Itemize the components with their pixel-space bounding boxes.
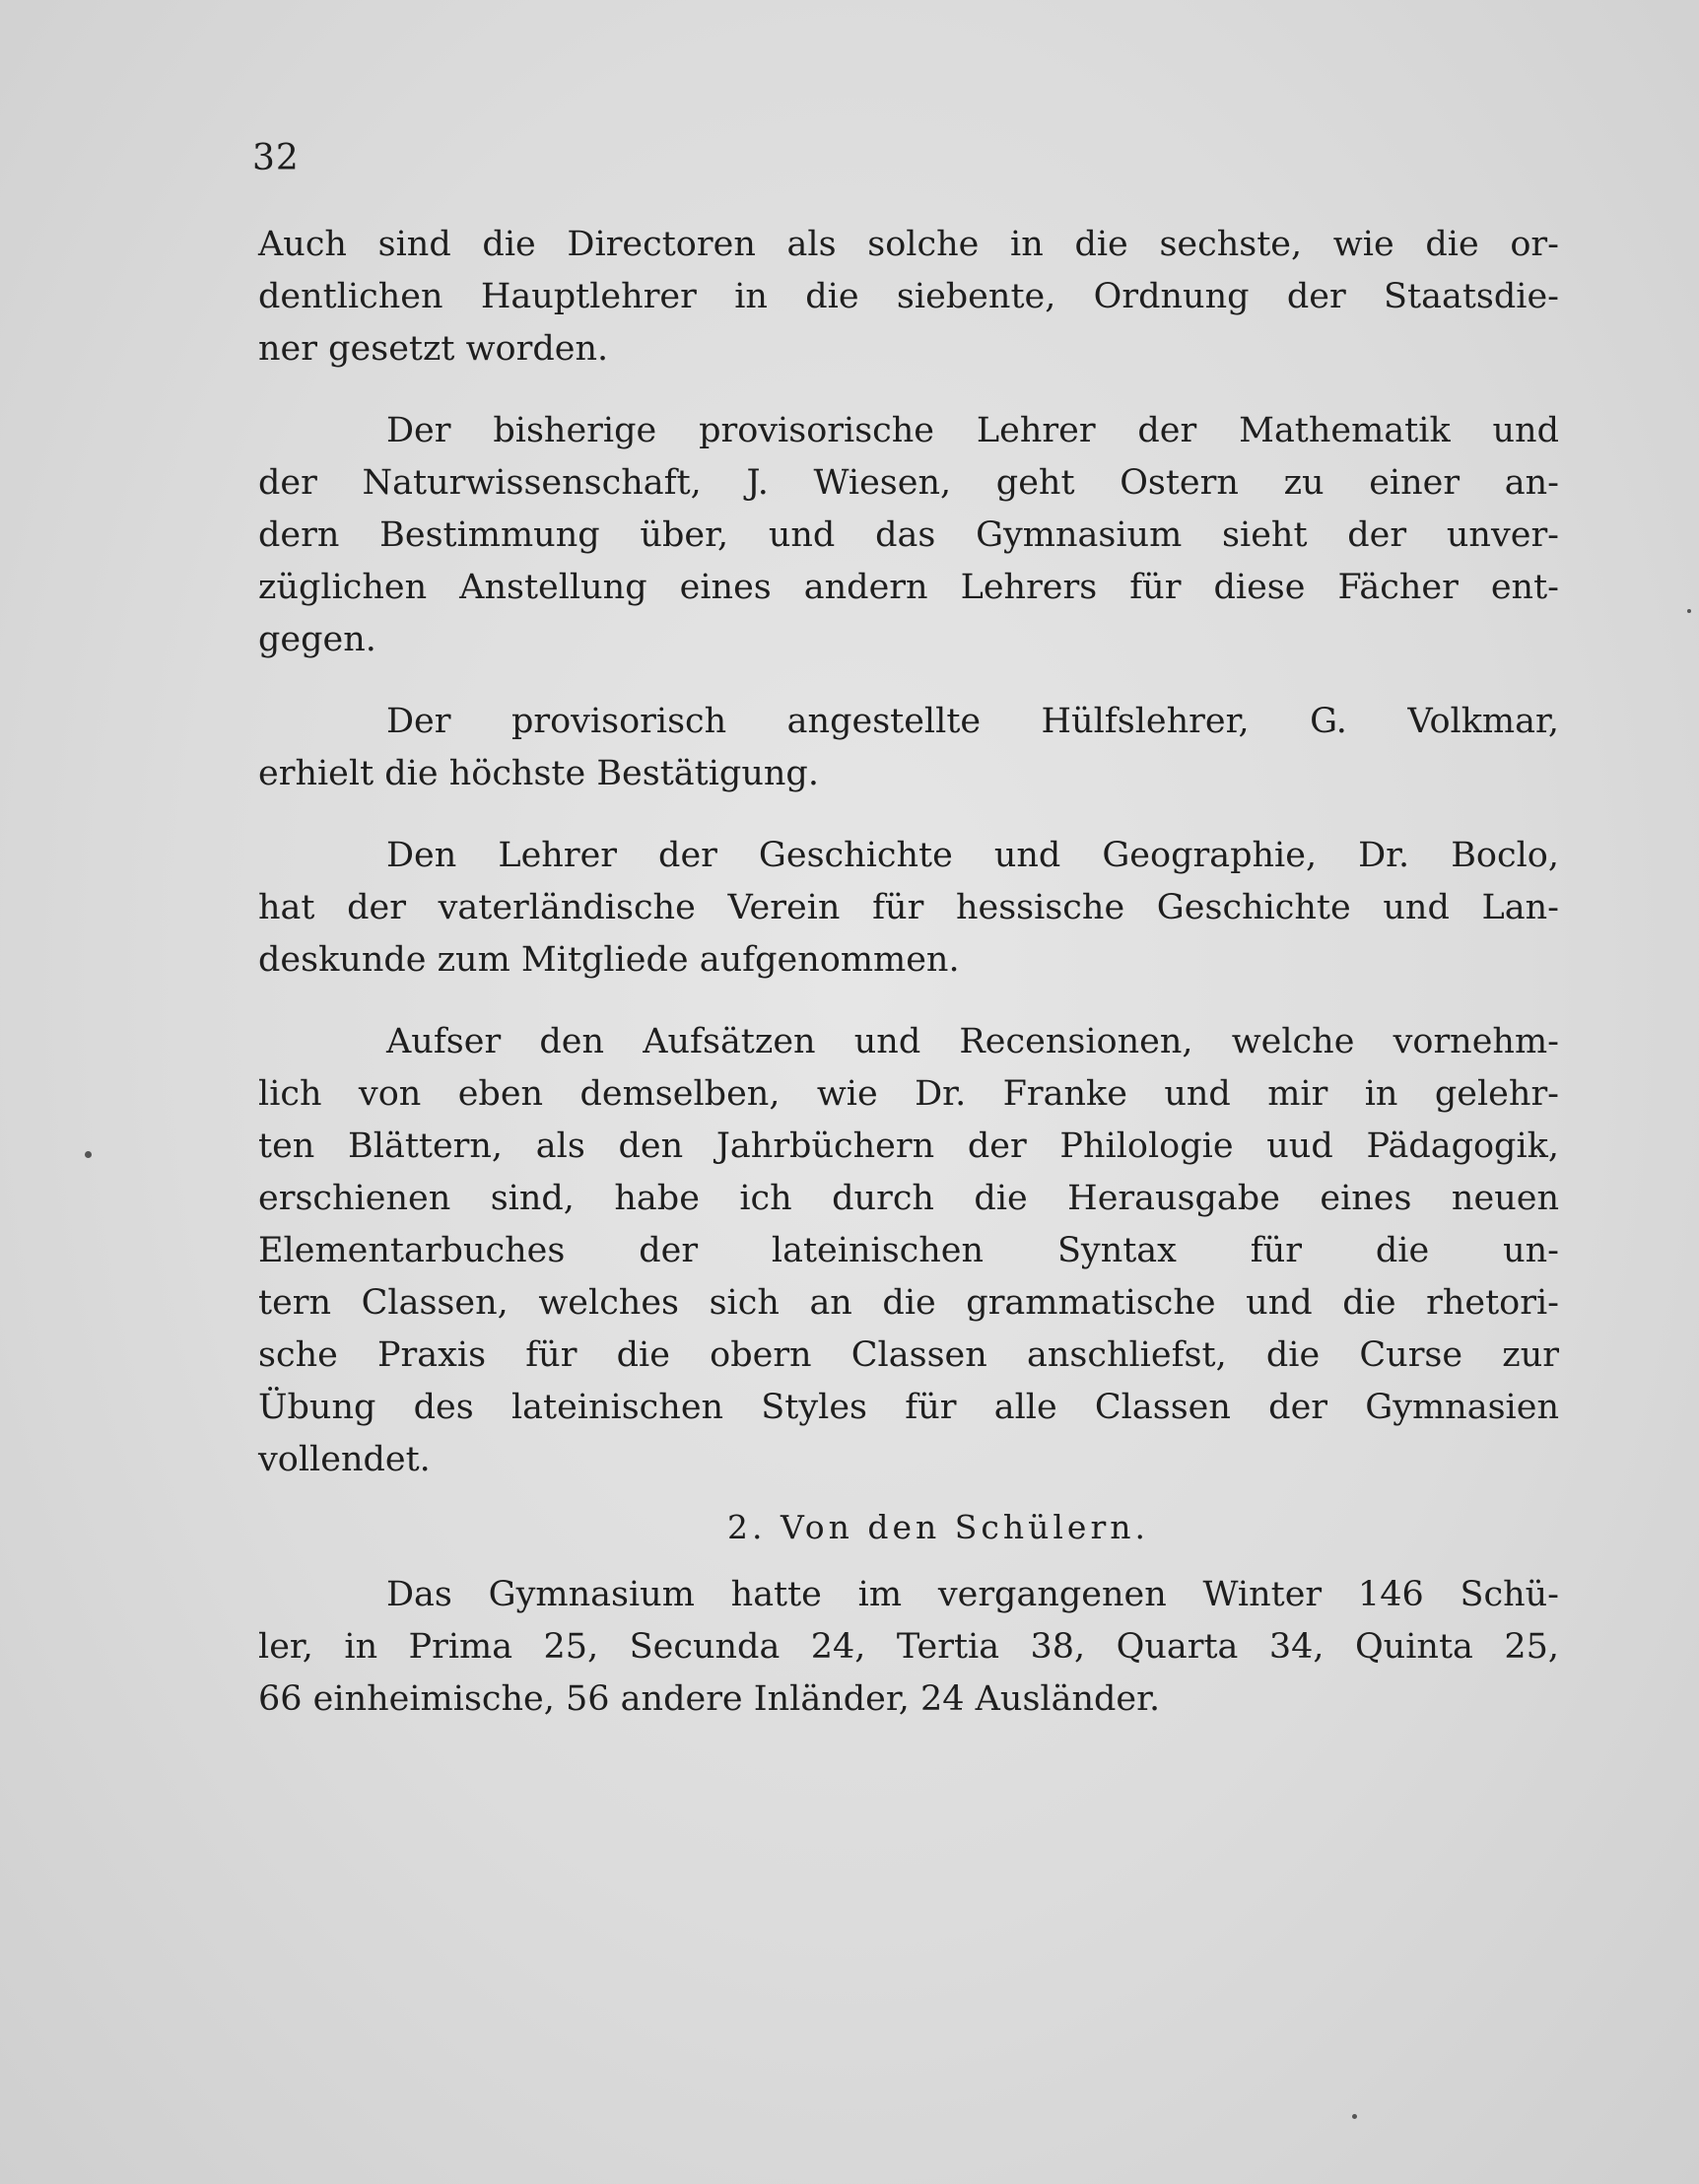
text-line: Der provisorisch angestellte Hülfslehrer, G. Volkmar, — [386, 702, 1559, 741]
paragraph — [258, 219, 1559, 375]
paragraph — [258, 830, 1559, 987]
text-line: ler, in Prima 25, Secunda 24, Tertia 38, Quarta 34, Quinta 25, — [258, 1627, 1559, 1667]
paragraph — [258, 405, 1559, 666]
closing-paragraph — [258, 1569, 1559, 1726]
scan-speck — [1352, 2114, 1357, 2119]
paragraph — [258, 1569, 1559, 1726]
text-line: dentlichen Hauptlehrer in die siebente, Ordnung der Staatsdie- — [258, 277, 1559, 316]
body-text — [258, 219, 1559, 1726]
text-line: lich von eben demselben, wie Dr. Franke und mir in gelehr- — [258, 1074, 1559, 1114]
text-line: Den Lehrer der Geschichte und Geographie, Dr. Boclo, — [386, 836, 1559, 875]
text-line: züglichen Anstellung eines andern Lehrers für diese Fächer ent- — [258, 568, 1559, 607]
text-line: erschienen sind, habe ich durch die Herausgabe eines neuen — [258, 1179, 1559, 1218]
text-line: vollendet. — [258, 1440, 431, 1479]
text-line: 66 einheimische, 56 andere Inländer, 24 Ausländer. — [258, 1679, 1161, 1719]
section-heading: 2. Von den Schülern. — [727, 1508, 1149, 1546]
text-line: hat der vaterländische Verein für hessische Geschichte und Lan- — [258, 888, 1559, 927]
text-line: Auch sind die Directoren als solche in die sechste, wie die or- — [258, 225, 1559, 264]
text-line: Elementarbuches der lateinischen Syntax für die un- — [258, 1231, 1559, 1270]
text-line: gegen. — [258, 620, 376, 659]
text-line: deskunde zum Mitgliede aufgenommen. — [258, 940, 960, 980]
text-line: dern Bestimmung über, und das Gymnasium sieht der unver- — [258, 515, 1559, 555]
page-number: 32 — [252, 138, 300, 178]
text-line: ten Blättern, als den Jahrbüchern der Philologie uud Pädagogik, — [258, 1126, 1559, 1166]
paragraph-list — [258, 219, 1559, 1486]
scan-speck — [1687, 609, 1691, 613]
text-line: Aufser den Aufsätzen und Recensionen, welche vornehm- — [386, 1022, 1559, 1061]
text-line: der Naturwissenschaft, J. Wiesen, geht Ostern zu einer an- — [258, 463, 1559, 503]
text-line: erhielt die höchste Bestätigung. — [258, 754, 819, 793]
text-line: Übung des lateinischen Styles für alle Classen der Gymnasien — [258, 1388, 1559, 1427]
paragraph — [258, 696, 1559, 800]
text-line: sche Praxis für die obern Classen anschliefst, die Curse zur — [258, 1335, 1559, 1375]
text-line: ner gesetzt worden. — [258, 329, 609, 369]
text-line: Der bisherige provisorische Lehrer der Mathematik und — [386, 411, 1559, 450]
scan-speck — [85, 1151, 92, 1158]
text-line: tern Classen, welches sich an die grammatische und die rhetori- — [258, 1283, 1559, 1323]
text-line: Das Gymnasium hatte im vergangenen Winter 146 Schü- — [386, 1575, 1559, 1614]
paragraph — [258, 1016, 1559, 1486]
